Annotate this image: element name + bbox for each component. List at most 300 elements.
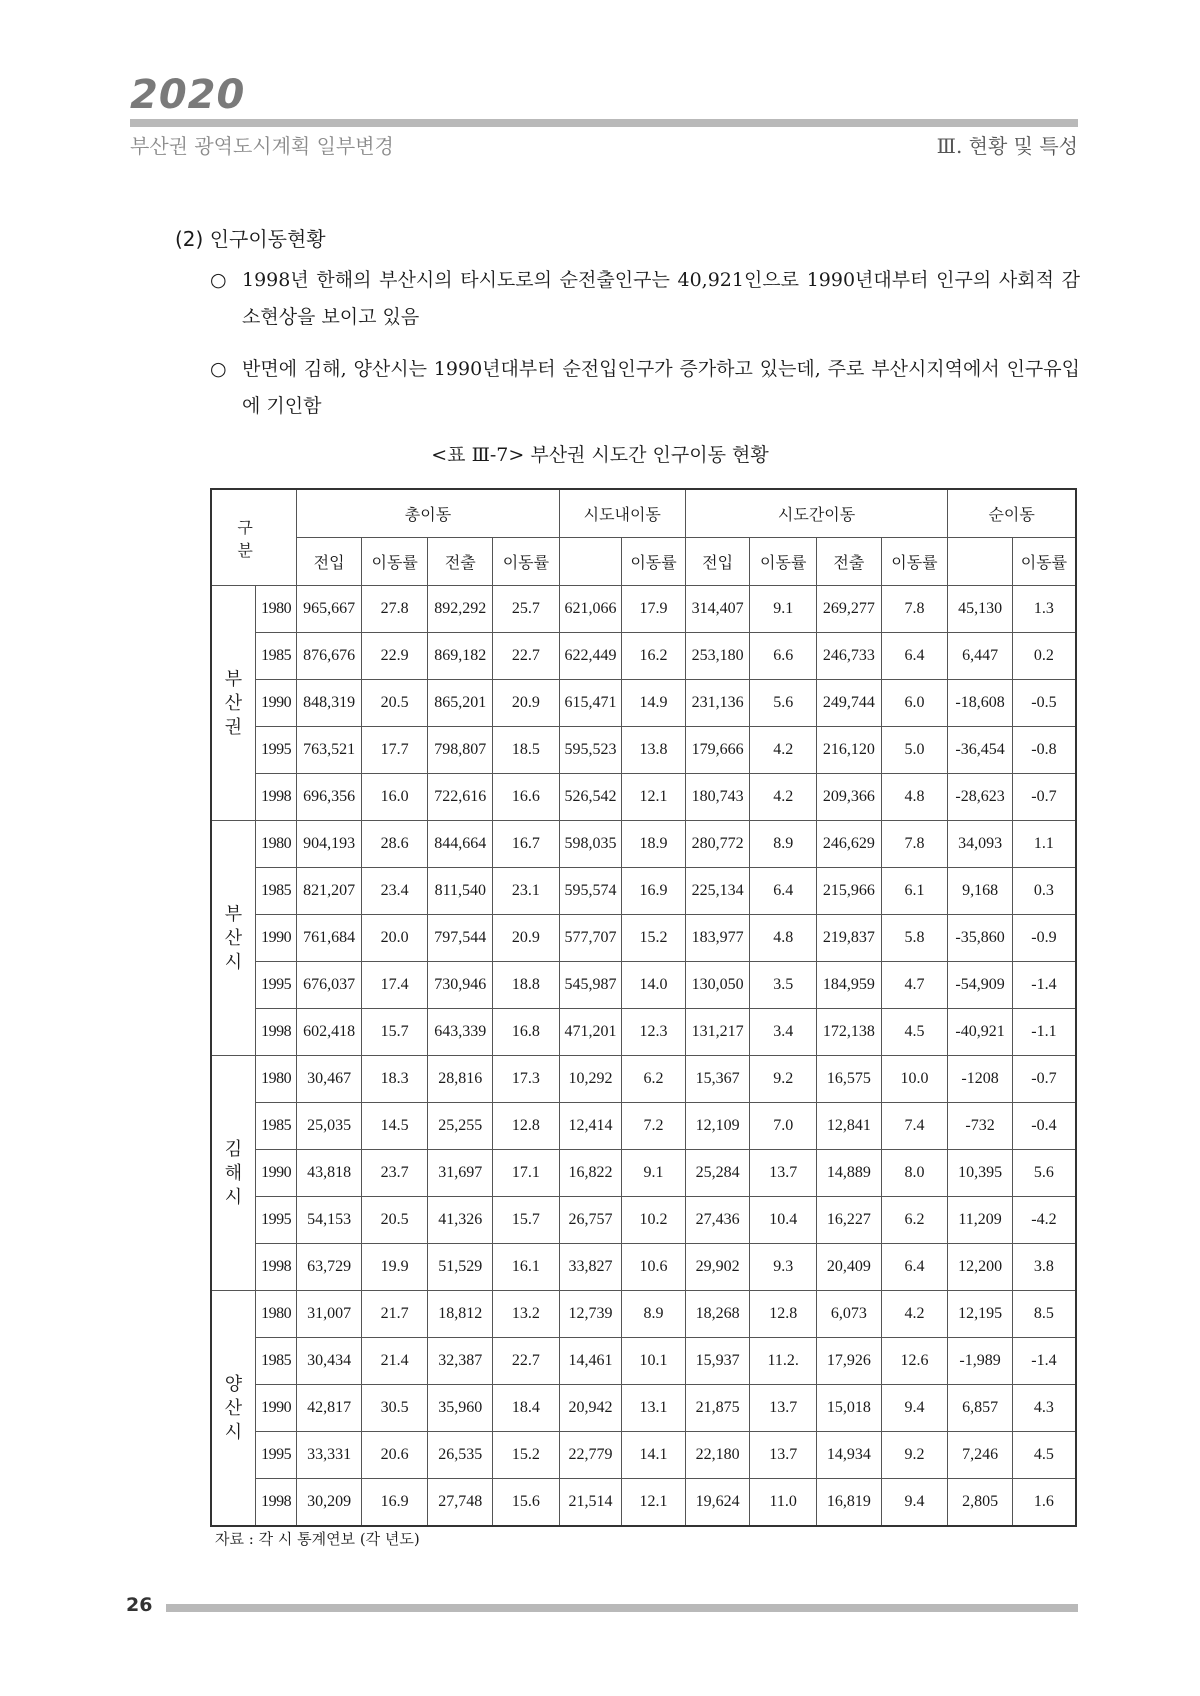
table-cell: 8.9 [750,821,817,868]
table-cell: 5.6 [750,680,817,727]
table-cell: 14,934 [817,1432,882,1479]
bullet-item [210,262,1080,336]
subheader: 전입 [297,538,362,586]
table-cell: 7.0 [750,1103,817,1150]
year-cell: 1990 [255,680,296,727]
table-cell: 9.2 [881,1432,948,1479]
header-gubun: 구 분 [211,489,297,586]
table-cell: 17.9 [622,586,686,633]
subheader [559,538,622,586]
subheader: 이동률 [622,538,686,586]
table-cell: 51,529 [428,1244,493,1291]
table-cell: 848,319 [297,680,362,727]
table-cell: 16,819 [817,1479,882,1527]
table-cell: 7,246 [948,1432,1013,1479]
table-cell: 598,035 [559,821,622,868]
table-cell: 4.7 [881,962,948,1009]
table-cell: -1.4 [1012,962,1076,1009]
year-cell: 1998 [255,1479,296,1527]
table-cell: 4.5 [1012,1432,1076,1479]
table-cell: 27.8 [361,586,428,633]
table-cell: 19.9 [361,1244,428,1291]
table-cell: 12,841 [817,1103,882,1150]
table-cell: 42,817 [297,1385,362,1432]
year-cell: 1998 [255,1009,296,1056]
year-cell: 1985 [255,1103,296,1150]
table-cell: 15.2 [493,1432,560,1479]
table-cell: -0.9 [1012,915,1076,962]
table-cell: 12,195 [948,1291,1013,1338]
table-cell: 17.4 [361,962,428,1009]
table-cell: 21,514 [559,1479,622,1527]
table-cell: 209,366 [817,774,882,821]
table-cell: -1.4 [1012,1338,1076,1385]
table-source-note: 자료 : 각 시 통계연보 (각 년도) [215,1530,420,1548]
table-row [211,1197,1076,1244]
header-intra-province: 시도내이동 [559,489,685,538]
table-cell: -35,860 [948,915,1013,962]
table-cell: 10,395 [948,1150,1013,1197]
table-cell: 10.0 [881,1056,948,1103]
table-cell: 15.7 [361,1009,428,1056]
table-cell: 20.5 [361,1197,428,1244]
subheader: 전출 [428,538,493,586]
table-cell: 22,779 [559,1432,622,1479]
table-cell: 12,739 [559,1291,622,1338]
table-cell: 21,875 [685,1385,750,1432]
table-cell: 676,037 [297,962,362,1009]
table-cell: 6.0 [881,680,948,727]
table-cell: 34,093 [948,821,1013,868]
table-cell: 730,946 [428,962,493,1009]
table-cell: 798,807 [428,727,493,774]
table-cell: 904,193 [297,821,362,868]
table-cell: 602,418 [297,1009,362,1056]
table-cell: 10,292 [559,1056,622,1103]
table-cell: 35,960 [428,1385,493,1432]
table-cell: 811,540 [428,868,493,915]
table-cell: 26,535 [428,1432,493,1479]
table-cell: 13.7 [750,1150,817,1197]
table-cell: 11,209 [948,1197,1013,1244]
table-row [211,680,1076,727]
table-row [211,586,1076,633]
table-cell: 18,268 [685,1291,750,1338]
table-cell: 9.1 [750,586,817,633]
table-cell: 643,339 [428,1009,493,1056]
table-cell: 965,667 [297,586,362,633]
table-cell: 179,666 [685,727,750,774]
table-cell: 1.3 [1012,586,1076,633]
table-cell: 16.0 [361,774,428,821]
table-cell: -0.7 [1012,774,1076,821]
table-cell: 180,743 [685,774,750,821]
table-cell: 12.3 [622,1009,686,1056]
table-cell: 526,542 [559,774,622,821]
table-cell: 31,697 [428,1150,493,1197]
table-cell: 32,387 [428,1338,493,1385]
table-row [211,727,1076,774]
table-cell: 595,574 [559,868,622,915]
year-cell: 1995 [255,1432,296,1479]
table-row [211,915,1076,962]
table-cell: 16,227 [817,1197,882,1244]
table-cell: 18.9 [622,821,686,868]
table-cell: 183,977 [685,915,750,962]
table-cell: 216,120 [817,727,882,774]
year-cell: 1995 [255,962,296,1009]
table-cell: 0.3 [1012,868,1076,915]
table-cell: 12.6 [881,1338,948,1385]
table-cell: 27,748 [428,1479,493,1527]
table-row [211,1432,1076,1479]
table-cell: 3.5 [750,962,817,1009]
header-inter-province: 시도간이동 [685,489,947,538]
table-cell: -4.2 [1012,1197,1076,1244]
table-cell: 18.4 [493,1385,560,1432]
region-label: 부 산 권 [211,586,255,821]
table-cell: 13.1 [622,1385,686,1432]
table-cell: 30,467 [297,1056,362,1103]
table-cell: 14.1 [622,1432,686,1479]
table-cell: 876,676 [297,633,362,680]
table-cell: 9,168 [948,868,1013,915]
table-cell: 30.5 [361,1385,428,1432]
document-title: 부산권 광역도시계획 일부변경 [130,134,394,158]
table-cell: 577,707 [559,915,622,962]
table-cell: 8.9 [622,1291,686,1338]
table-cell: 29,902 [685,1244,750,1291]
table-cell: 12.1 [622,1479,686,1527]
table-row [211,868,1076,915]
table-cell: 1.6 [1012,1479,1076,1527]
table-cell: 12,414 [559,1103,622,1150]
year-cell: 1998 [255,774,296,821]
year-cell: 1980 [255,821,296,868]
table-cell: 9.1 [622,1150,686,1197]
table-cell: 16.6 [493,774,560,821]
region-label: 양 산 시 [211,1291,255,1527]
table-cell: 25,255 [428,1103,493,1150]
table-cell: 22,180 [685,1432,750,1479]
table-cell: 9.4 [881,1479,948,1527]
subheader: 이동률 [881,538,948,586]
region-label: 부 산 시 [211,821,255,1056]
table-cell: 20,409 [817,1244,882,1291]
table-cell: 14.9 [622,680,686,727]
table-cell: 31,007 [297,1291,362,1338]
circle-bullet-icon: ○ [210,358,227,380]
year-cell: 1990 [255,1150,296,1197]
table-cell: 22.7 [493,633,560,680]
table-cell: 16,822 [559,1150,622,1197]
header-net-migration: 순이동 [948,489,1076,538]
table-cell: 231,136 [685,680,750,727]
table-cell: 15.6 [493,1479,560,1527]
table-cell: 471,201 [559,1009,622,1056]
subheader: 전출 [817,538,882,586]
table-cell: 41,326 [428,1197,493,1244]
table-cell: 12,200 [948,1244,1013,1291]
table-cell: 9.3 [750,1244,817,1291]
population-migration-table [210,488,1077,1527]
table-cell: 0.2 [1012,633,1076,680]
table-cell: 3.8 [1012,1244,1076,1291]
table-cell: 10.4 [750,1197,817,1244]
table-cell: 16.8 [493,1009,560,1056]
table-cell: 249,744 [817,680,882,727]
table-cell: 12.8 [750,1291,817,1338]
subheader: 이동률 [361,538,428,586]
table-row [211,1291,1076,1338]
table-cell: -54,909 [948,962,1013,1009]
table-cell: 10.6 [622,1244,686,1291]
footer-rule [166,1604,1078,1612]
table-cell: 821,207 [297,868,362,915]
table-row [211,1009,1076,1056]
table-cell: 18.3 [361,1056,428,1103]
table-row [211,1338,1076,1385]
table-cell: -0.4 [1012,1103,1076,1150]
section-title: (2) 인구이동현황 [175,227,326,251]
table-cell: 14,461 [559,1338,622,1385]
table-cell: 15.7 [493,1197,560,1244]
table-cell: -732 [948,1103,1013,1150]
table-cell: 7.8 [881,821,948,868]
table-cell: 15.2 [622,915,686,962]
table-cell: 18.5 [493,727,560,774]
table-cell: 12.8 [493,1103,560,1150]
table-cell: 21.7 [361,1291,428,1338]
header-year: 2020 [130,72,246,118]
table-cell: 219,837 [817,915,882,962]
table-cell: 10.2 [622,1197,686,1244]
table-cell: -0.5 [1012,680,1076,727]
table-cell: 595,523 [559,727,622,774]
year-cell: 1980 [255,1291,296,1338]
table-cell: 17,926 [817,1338,882,1385]
year-cell: 1995 [255,727,296,774]
table-row [211,1103,1076,1150]
table-cell: 16.2 [622,633,686,680]
table-cell: 16.9 [361,1479,428,1527]
table-cell: 4.8 [750,915,817,962]
table-cell: 8.0 [881,1150,948,1197]
table-cell: 6.1 [881,868,948,915]
table-cell: 6,447 [948,633,1013,680]
table-cell: 621,066 [559,586,622,633]
year-cell: 1995 [255,1197,296,1244]
table-cell: 1.1 [1012,821,1076,868]
table-cell: 28.6 [361,821,428,868]
table-cell: 4.3 [1012,1385,1076,1432]
table-cell: 7.4 [881,1103,948,1150]
table-cell: 615,471 [559,680,622,727]
table-cell: 13.7 [750,1385,817,1432]
header-total-migration: 총이동 [297,489,559,538]
table-cell: 20.0 [361,915,428,962]
subheader [948,538,1013,586]
table-cell: 25,284 [685,1150,750,1197]
table-cell: 25,035 [297,1103,362,1150]
bullet-text: 1998년 한해의 부산시의 타시도로의 순전출인구는 40,921인으로 1990년대부터 인구의 사회적 감소현상을 보이고 있음 [242,269,1080,328]
table-row [211,962,1076,1009]
table-cell: 797,544 [428,915,493,962]
table-cell: 4.8 [881,774,948,821]
table-cell: 5.8 [881,915,948,962]
table-row [211,633,1076,680]
table-cell: 23.1 [493,868,560,915]
bullet-item [210,351,1080,425]
table-cell: 2,805 [948,1479,1013,1527]
table-cell: 6,857 [948,1385,1013,1432]
table-cell: 19,624 [685,1479,750,1527]
table-row [211,1244,1076,1291]
table-cell: -1.1 [1012,1009,1076,1056]
year-cell: 1998 [255,1244,296,1291]
table-cell: 622,449 [559,633,622,680]
header-rule [130,119,1078,127]
table-cell: 7.8 [881,586,948,633]
table-cell: 9.4 [881,1385,948,1432]
table-cell: 9.2 [750,1056,817,1103]
subheader: 전입 [685,538,750,586]
table-cell: 20.9 [493,915,560,962]
table-cell: 545,987 [559,962,622,1009]
table-caption: <표 Ⅲ-7> 부산권 시도간 인구이동 현황 [431,444,769,466]
table-cell: 14.5 [361,1103,428,1150]
year-cell: 1985 [255,633,296,680]
year-cell: 1990 [255,1385,296,1432]
table-cell: 4.2 [881,1291,948,1338]
table-cell: 23.7 [361,1150,428,1197]
table-cell: 3.4 [750,1009,817,1056]
table-cell: 14.0 [622,962,686,1009]
table-cell: 131,217 [685,1009,750,1056]
table-cell: 20.5 [361,680,428,727]
table-cell: 253,180 [685,633,750,680]
table-cell: 722,616 [428,774,493,821]
table-cell: 15,018 [817,1385,882,1432]
table-cell: 45,130 [948,586,1013,633]
table-cell: 215,966 [817,868,882,915]
table-cell: 63,729 [297,1244,362,1291]
table-cell: 865,201 [428,680,493,727]
table-cell: 15,937 [685,1338,750,1385]
table-cell: 7.2 [622,1103,686,1150]
table-cell: 761,684 [297,915,362,962]
table-cell: 763,521 [297,727,362,774]
table-cell: 6.4 [881,633,948,680]
table-cell: 30,209 [297,1479,362,1527]
subheader: 이동률 [1012,538,1076,586]
table-cell: 130,050 [685,962,750,1009]
table-cell: 246,629 [817,821,882,868]
table-cell: 26,757 [559,1197,622,1244]
table-cell: 15,367 [685,1056,750,1103]
table-cell: 6,073 [817,1291,882,1338]
table-cell: 17.7 [361,727,428,774]
table-cell: 4.2 [750,727,817,774]
table-cell: 16,575 [817,1056,882,1103]
year-cell: 1985 [255,1338,296,1385]
table-cell: 22.7 [493,1338,560,1385]
table-cell: 225,134 [685,868,750,915]
table-cell: 17.3 [493,1056,560,1103]
table-cell: 18,812 [428,1291,493,1338]
year-cell: 1980 [255,1056,296,1103]
table-cell: 43,818 [297,1150,362,1197]
table-cell: 172,138 [817,1009,882,1056]
table-cell: 8.5 [1012,1291,1076,1338]
table-cell: 54,153 [297,1197,362,1244]
table-cell: 6.2 [622,1056,686,1103]
table-cell: 269,277 [817,586,882,633]
table-cell: -18,608 [948,680,1013,727]
table-cell: 13.2 [493,1291,560,1338]
table-cell: 16.9 [622,868,686,915]
table-cell: 22.9 [361,633,428,680]
table-cell: 6.4 [750,868,817,915]
chapter-title: Ⅲ. 현황 및 특성 [936,134,1078,158]
table-cell: 30,434 [297,1338,362,1385]
bullet-text: 반면에 김해, 양산시는 1990년대부터 순전입인구가 증가하고 있는데, 주로 부산시지역에서 인구유입에 기인함 [242,358,1080,417]
table-row [211,1385,1076,1432]
table-cell: 5.6 [1012,1150,1076,1197]
table-cell: 5.0 [881,727,948,774]
table-cell: 16.7 [493,821,560,868]
table-cell: 280,772 [685,821,750,868]
table-cell: 16.1 [493,1244,560,1291]
region-label: 김 해 시 [211,1056,255,1291]
table-cell: 12,109 [685,1103,750,1150]
table-cell: -40,921 [948,1009,1013,1056]
table-cell: -1,989 [948,1338,1013,1385]
table-cell: 20.6 [361,1432,428,1479]
table-cell: -36,454 [948,727,1013,774]
table-cell: 6.6 [750,633,817,680]
table-cell: 869,182 [428,633,493,680]
table-cell: 11.2. [750,1338,817,1385]
year-cell: 1990 [255,915,296,962]
table-cell: 4.2 [750,774,817,821]
table-cell: -28,623 [948,774,1013,821]
table-cell: 12.1 [622,774,686,821]
table-cell: 184,959 [817,962,882,1009]
subheader: 이동률 [750,538,817,586]
table-cell: 314,407 [685,586,750,633]
table-cell: 6.4 [881,1244,948,1291]
subheader: 이동률 [493,538,560,586]
year-cell: 1985 [255,868,296,915]
table-cell: 10.1 [622,1338,686,1385]
table-row [211,1479,1076,1527]
table-cell: 696,356 [297,774,362,821]
table-cell: -1208 [948,1056,1013,1103]
table-cell: 892,292 [428,586,493,633]
table-cell: 23.4 [361,868,428,915]
table-cell: 246,733 [817,633,882,680]
table-cell: 14,889 [817,1150,882,1197]
table-row [211,1150,1076,1197]
table-cell: -0.8 [1012,727,1076,774]
table-row [211,821,1076,868]
table-cell: 21.4 [361,1338,428,1385]
circle-bullet-icon: ○ [210,269,227,291]
table-cell: 27,436 [685,1197,750,1244]
table-cell: 25.7 [493,586,560,633]
table-cell: 17.1 [493,1150,560,1197]
